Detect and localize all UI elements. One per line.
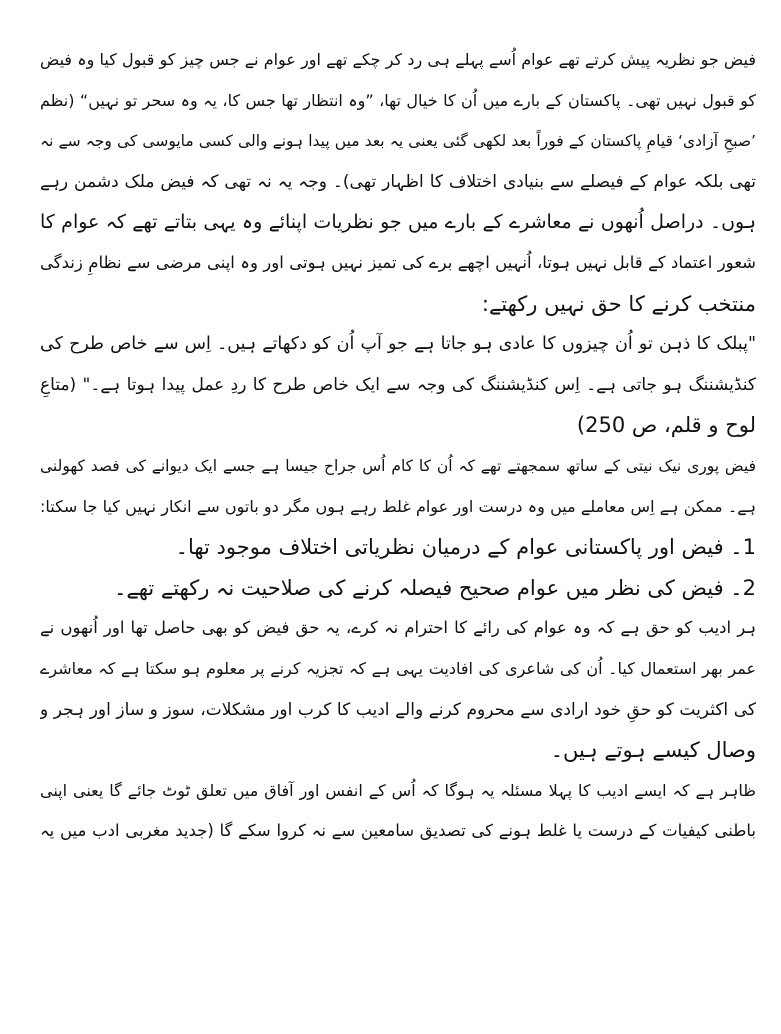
- text-line: ہر ادیب کو حق ہے کہ وہ عوام کی رائے کا احترام نہ کرے، یہ حق فیض کو بھی حاصل تھا اور اُنھوں نے: [40, 618, 756, 638]
- text-line: باطنی کیفیات کے درست یا غلط ہونے کی تصدیق سامعین سے نہ کروا سکے گا (جدید مغربی ادب میں یہ: [40, 821, 756, 841]
- text-line: عمر بھر استعمال کیا۔ اُن کی شاعری کی افادیت یہی ہے کہ تجزیہ کرنے پر معلوم ہو سکتا ہے کہ معاشرے: [40, 658, 756, 678]
- text-line: کی اکثریت کو حقِ خود ارادی سے محروم کرنے والے ادیب کا کرب اور مشکلات، سوز و ساز اور ہجر و: [40, 699, 756, 720]
- text-line: ’صبحِ آزادی‘ قیامِ پاکستان کے فوراً بعد لکھی گئی یعنی یہ بعد میں پیدا ہونے والی کسی مایوسی کی وجہ سے نہ: [40, 132, 756, 151]
- text-line: وصال کیسے ہوتے ہیں۔: [550, 738, 756, 763]
- text-line: ہوں۔ دراصل اُنھوں نے معاشرے کے بارے میں جو نظریات اپنائے وہ یہی بتاتے تھے کہ عوام کا: [40, 211, 756, 234]
- text-line: شعور اعتماد کے قابل نہیں ہوتا، اُنہیں اچھے برے کی تمیز نہیں ہوتی اور وہ اپنی مرضی سے نظامِ زندگی: [40, 252, 756, 272]
- text-line: تھی بلکہ عوام کے فیصلے سے بنیادی اختلاف کا اظہار تھی)۔ وجہ یہ نہ تھی کہ فیض ملک دشمن رہے: [40, 171, 756, 192]
- text-line: فیض پوری نیک نیتی کے ساتھ سمجھتے تھے کہ اُن کا کام اُس جراح جیسا ہے جسے ایک دیوانے کی فصد کھولنی: [40, 456, 756, 475]
- numbered-point-2: 2۔ فیض کی نظر میں عوام صحیح فیصلہ کرنے کی صلاحیت نہ رکھتے تھے۔: [114, 575, 756, 600]
- text-line: منتخب کرنے کا حق نہیں رکھتے:: [481, 291, 756, 316]
- text-line: ظاہر ہے کہ ایسے ادیب کا پہلا مسئلہ یہ ہوگا کہ اُس کے انفس اور آفاق میں تعلق ٹوٹ جائے گا یعنی اپنی: [40, 780, 756, 800]
- quote-citation: لوح و قلم، ص 250): [576, 413, 756, 438]
- text-line: ہے۔ ممکن ہے اِس معاملے میں وہ درست اور عوام غلط رہے ہوں مگر دو باتوں سے انکار نہیں کیا جا سکتا:: [40, 496, 756, 516]
- document-page: [40, 40, 756, 1020]
- numbered-point-1: 1۔ فیض اور پاکستانی عوام کے درمیان نظریاتی اختلاف موجود تھا۔: [175, 535, 756, 560]
- text-line: فیض جو نظریہ پیش کرتے تھے عوام اُسے پہلے ہی رد کر چکے تھے اور عوام نے جس چیز کو قبول کیا وہ فیض: [40, 50, 756, 69]
- quote-line: "پبلک کا ذہن تو اُن چیزوں کا عادی ہو جاتا ہے جو آپ اُن کو دکھاتے ہیں۔ اِس سے خاص طرح کی: [40, 334, 756, 355]
- text-line: کو قبول نہیں تھی۔ پاکستان کے بارے میں اُن کا خیال تھا، ”وہ انتظار تھا جس کا، یہ وہ سحر تو نہیں“ (نظم: [40, 90, 756, 110]
- quote-line: کنڈیشننگ ہو جاتی ہے۔ اِس کنڈیشننگ کی وجہ سے ایک خاص طرح کا ردِ عمل پیدا ہوتا ہے۔" (متاعِ: [40, 374, 756, 395]
